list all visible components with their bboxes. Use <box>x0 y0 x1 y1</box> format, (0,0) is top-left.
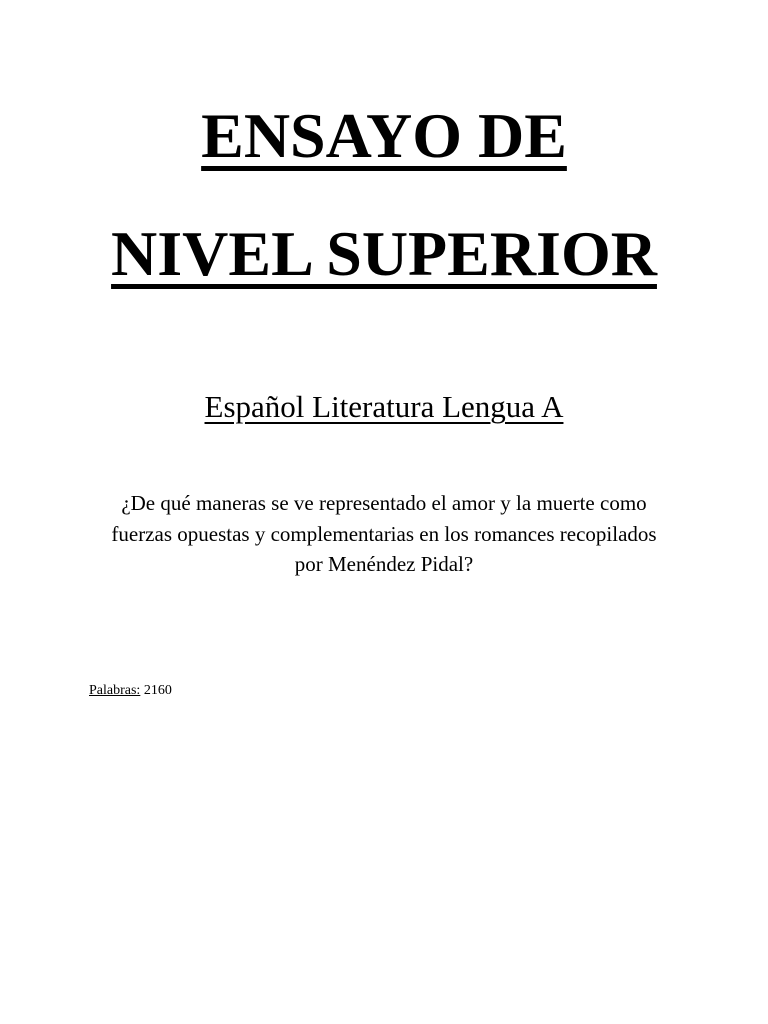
title-line-1-text: ENSAYO DE <box>201 100 567 171</box>
question-line-2: fuerzas opuestas y complementarias en los romances recopilados <box>111 521 657 546</box>
word-count-value: 2160 <box>143 683 172 698</box>
subtitle <box>0 390 768 424</box>
research-question <box>70 488 698 580</box>
word-count-label: Palabras: <box>89 683 141 698</box>
title-line-2-text: NIVEL SUPERIOR <box>111 218 657 289</box>
title-line-2 <box>0 218 768 289</box>
question-line-3: por Menéndez Pidal? <box>294 552 474 576</box>
title-line-1 <box>0 100 768 171</box>
subtitle-text: Español Literatura Lengua A <box>204 389 564 424</box>
word-count <box>89 683 172 700</box>
question-line-1: ¿De qué maneras se ve representado el amor y la muerte como <box>121 491 647 515</box>
